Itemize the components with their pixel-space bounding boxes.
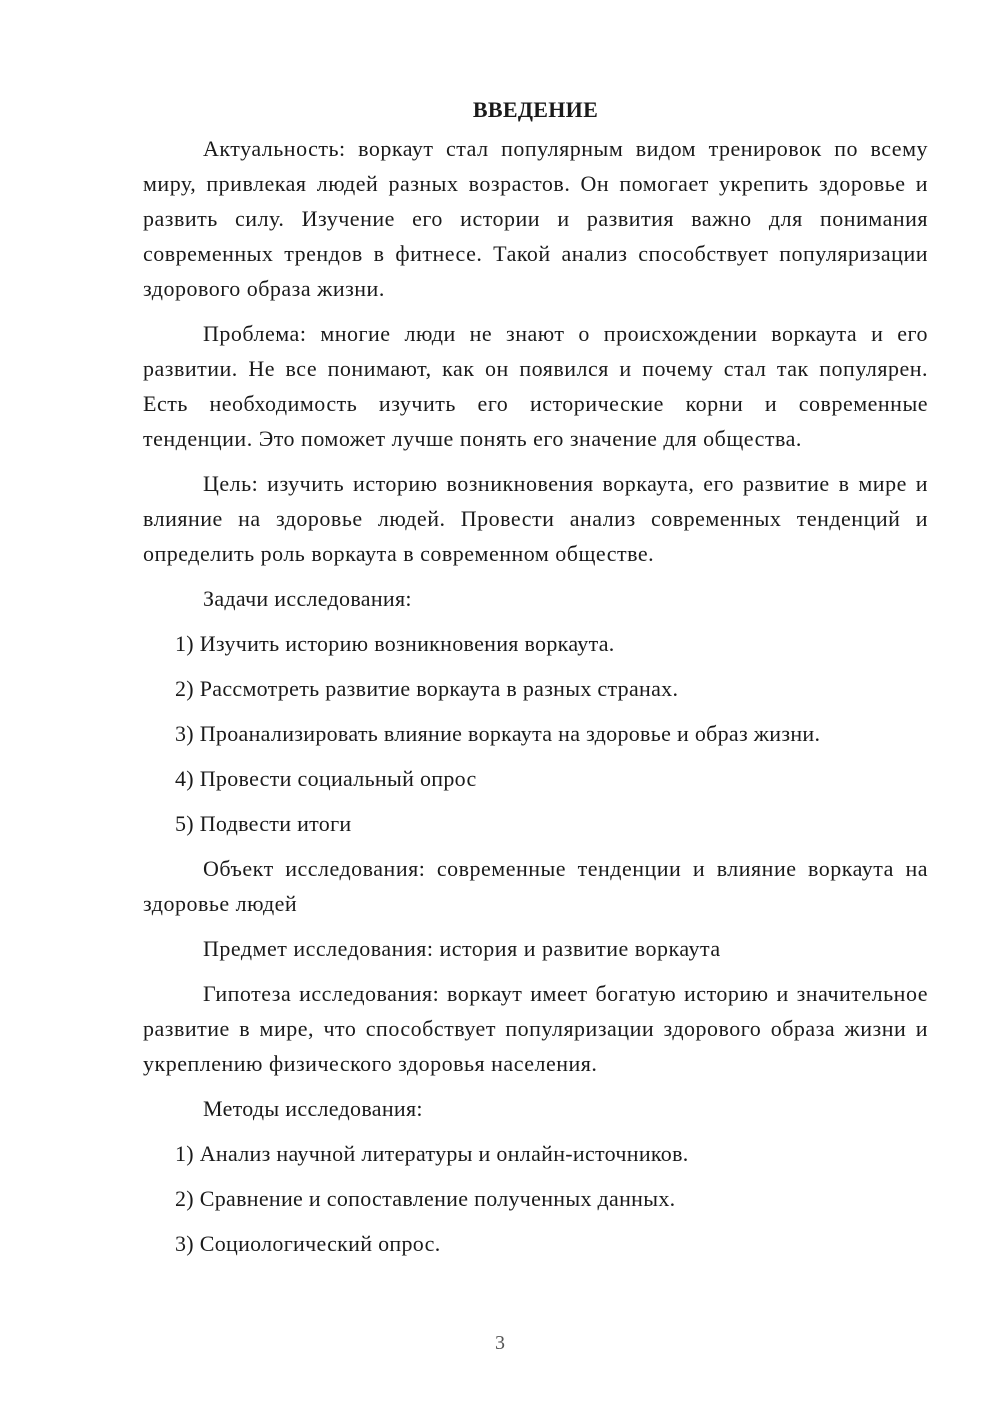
task-item-1: 1) Изучить историю возникновения воркаута.: [175, 631, 615, 656]
subject-paragraph: Предмет исследования: история и развитие воркаута: [203, 936, 721, 961]
method-item-1: 1) Анализ научной литературы и онлайн-источников.: [175, 1141, 689, 1166]
methods-label: Методы исследования:: [203, 1096, 423, 1121]
problem-paragraph: Проблема: многие люди не знают о происхождении воркаута и его развитии. Не все понимают, как он появился и почему стал так популярен. Есть необходимость изучить его исторические корни и современные тенденции. Это поможет лучше понять его значение для общества.: [143, 321, 928, 451]
task-item-2: 2) Рассмотреть развитие воркаута в разных странах.: [175, 676, 679, 701]
section-title: ВВЕДЕНИЕ: [472, 97, 599, 122]
tasks-label: Задачи исследования:: [203, 586, 412, 611]
hypothesis-paragraph: Гипотеза исследования: воркаут имеет богатую историю и значительное развитие в мире, что способствует популяризации здорового образа жизни и укреплению физического здоровья населения.: [143, 981, 928, 1076]
goal-paragraph: Цель: изучить историю возникновения воркаута, его развитие в мире и влияние на здоровье людей. Провести анализ современных тенденций и определить роль воркаута в современном обществе.: [143, 471, 928, 566]
task-item-3: 3) Проанализировать влияние воркаута на здоровье и образ жизни.: [175, 721, 821, 746]
method-item-2: 2) Сравнение и сопоставление полученных данных.: [175, 1186, 676, 1211]
page-number: 3: [495, 1332, 505, 1354]
method-item-3: 3) Социологический опрос.: [175, 1231, 441, 1256]
page-content: [143, 92, 928, 1271]
relevance-paragraph: Актуальность: воркаут стал популярным видом тренировок по всему миру, привлекая людей разных возрастов. Он помогает укрепить здоровье и развить силу. Изучение его истории и развития важно для понимания современных трендов в фитнесе. Такой анализ способствует популяризации здорового образа жизни.: [143, 136, 928, 301]
task-item-4: 4) Провести социальный опрос: [175, 766, 477, 791]
object-paragraph: Объект исследования: современные тенденции и влияние воркаута на здоровье людей: [143, 856, 928, 916]
task-item-5: 5) Подвести итоги: [175, 811, 352, 836]
